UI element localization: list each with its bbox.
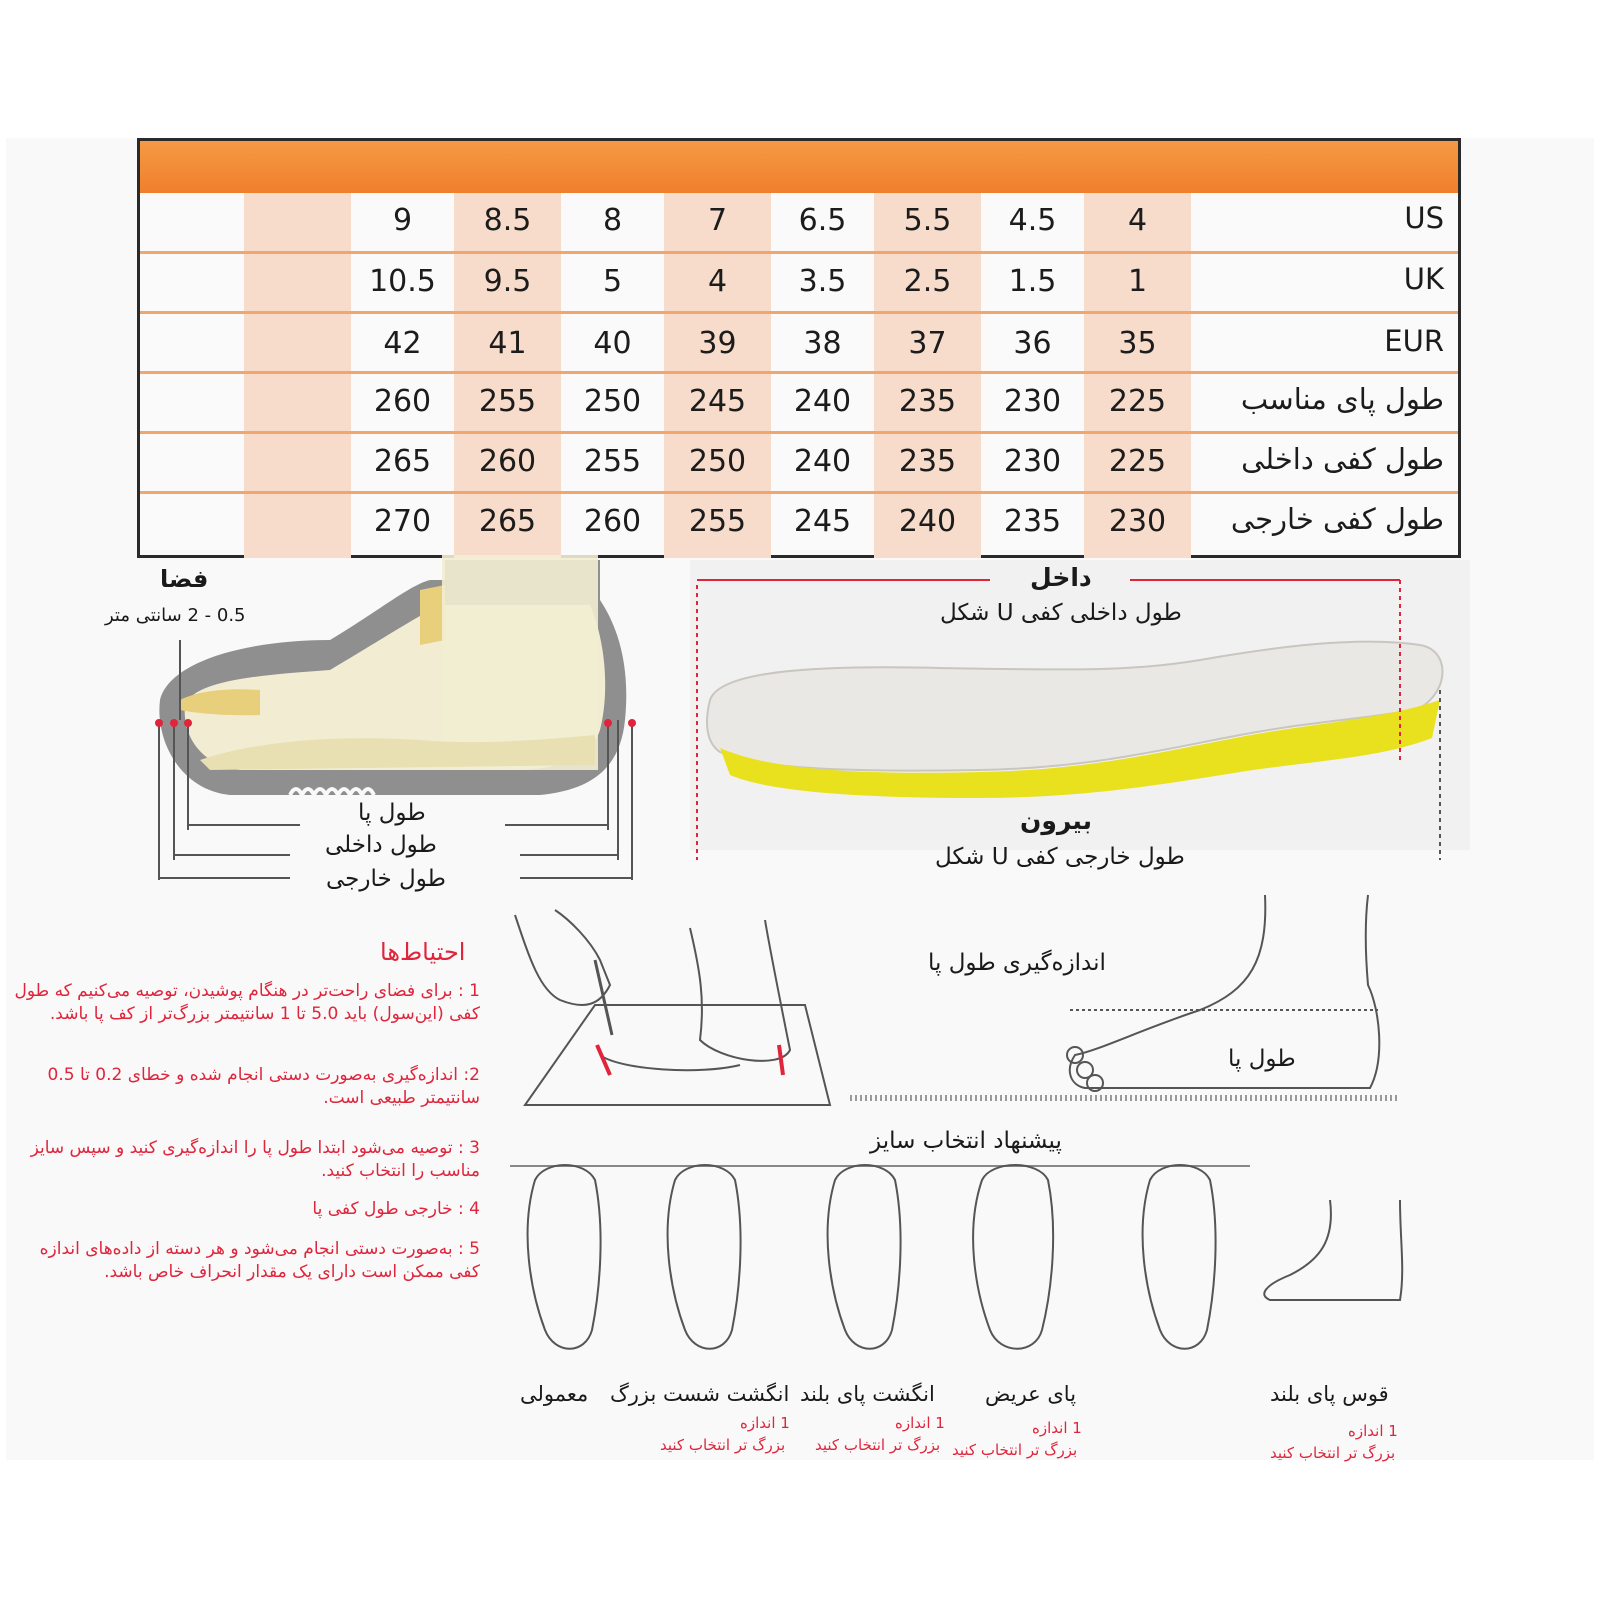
table-cell: 35 bbox=[1118, 326, 1157, 361]
table-cell: 8.5 bbox=[483, 203, 532, 238]
row-label-outer-length: طول کفی خارجی bbox=[1230, 502, 1444, 536]
inner-length-label: طول داخلی bbox=[325, 832, 437, 858]
precaution-item: 2: اندازه‌گیری به‌صورت دستی انجام شده و خطای 0.2 تا 0.5 سانتیمتر طبیعی است. bbox=[47, 1065, 480, 1108]
foot-type-note: بزرگ تر انتخاب کنید bbox=[660, 1436, 786, 1454]
table-cell: 255 bbox=[688, 504, 747, 539]
precautions-title: احتیاط‌ها bbox=[380, 938, 466, 966]
foot-type-wide: پای عریض bbox=[985, 1382, 1077, 1406]
row-label-us: US bbox=[1404, 201, 1444, 235]
table-cell: 1.5 bbox=[1008, 264, 1057, 299]
inside-title: داخل bbox=[1030, 563, 1092, 592]
table-cell: 260 bbox=[373, 384, 432, 419]
table-cell: 5.5 bbox=[903, 203, 952, 238]
foot-type-illustrations bbox=[510, 1165, 1402, 1349]
table-cell: 240 bbox=[898, 504, 957, 539]
table-cell: 4.5 bbox=[1008, 203, 1057, 238]
table-cell: 235 bbox=[898, 384, 957, 419]
table-cell: 6.5 bbox=[798, 203, 847, 238]
outside-title: بیرون bbox=[1020, 806, 1093, 835]
inside-caption: طول داخلی کفی U شکل bbox=[940, 600, 1182, 626]
table-cell: 4 bbox=[707, 264, 728, 299]
table-cell: 255 bbox=[583, 444, 642, 479]
foot-type-note: 1 اندازه bbox=[895, 1414, 945, 1432]
table-cell: 240 bbox=[793, 444, 852, 479]
measure-title: اندازه‌گیری طول پا bbox=[928, 950, 1106, 976]
table-cell: 265 bbox=[478, 504, 537, 539]
space-title: فضا bbox=[160, 565, 209, 593]
table-cell: 230 bbox=[1003, 444, 1062, 479]
foot-measure-illustration bbox=[850, 895, 1400, 1098]
table-cell: 4 bbox=[1127, 203, 1148, 238]
table-cell: 265 bbox=[373, 444, 432, 479]
table-cell: 260 bbox=[478, 444, 537, 479]
foot-type-big-toe: انگشت شست بزرگ bbox=[610, 1382, 790, 1406]
table-cell: 42 bbox=[383, 326, 422, 361]
row-label-uk: UK bbox=[1403, 262, 1444, 296]
measure-foot-length: طول پا bbox=[1228, 1046, 1296, 1072]
foot-tracing-illustration bbox=[515, 910, 830, 1105]
foot-type-note: بزرگ تر انتخاب کنید bbox=[815, 1436, 941, 1454]
table-cell: 245 bbox=[793, 504, 852, 539]
table-cell: 260 bbox=[583, 504, 642, 539]
table-cell: 40 bbox=[593, 326, 632, 361]
table-cell: 3.5 bbox=[798, 264, 847, 299]
precaution-item: 3 : توصیه می‌شود ابتدا طول پا را اندازه‌گیری کنید و سپس سایز مناسب را انتخاب کنید. bbox=[30, 1138, 480, 1181]
table-cell: 9.5 bbox=[483, 264, 532, 299]
table-cell: 270 bbox=[373, 504, 432, 539]
outside-caption: طول خارجی کفی U شکل bbox=[935, 844, 1185, 870]
space-range: 0.5 - 2 سانتی متر bbox=[105, 605, 246, 626]
table-cell: 255 bbox=[478, 384, 537, 419]
table-cell: 235 bbox=[898, 444, 957, 479]
table-cell: 36 bbox=[1013, 326, 1052, 361]
foot-type-long-toe: انگشت پای بلند bbox=[800, 1382, 935, 1406]
table-cell: 5 bbox=[602, 264, 623, 299]
table-cell: 245 bbox=[688, 384, 747, 419]
table-cell: 7 bbox=[707, 203, 728, 238]
table-cell: 235 bbox=[1003, 504, 1062, 539]
table-cell: 240 bbox=[793, 384, 852, 419]
foot-type-note: بزرگ تر انتخاب کنید bbox=[952, 1441, 1078, 1459]
table-cell: 9 bbox=[392, 203, 413, 238]
foot-type-high-arch: قوس پای بلند bbox=[1270, 1382, 1389, 1406]
table-cell: 250 bbox=[688, 444, 747, 479]
foot-type-note: بزرگ تر انتخاب کنید bbox=[1270, 1444, 1396, 1462]
table-cell: 39 bbox=[698, 326, 737, 361]
table-cell: 41 bbox=[488, 326, 527, 361]
table-cell: 230 bbox=[1108, 504, 1167, 539]
table-cell: 225 bbox=[1108, 444, 1167, 479]
foot-type-normal: معمولی bbox=[520, 1382, 589, 1406]
row-label-inner-length: طول کفی داخلی bbox=[1241, 442, 1444, 476]
outer-length-label: طول خارجی bbox=[326, 866, 446, 892]
row-label-foot-length: طول پای مناسب bbox=[1240, 382, 1444, 416]
precaution-item: 4 : خارجی طول کفی پا bbox=[312, 1199, 480, 1219]
table-cell: 10.5 bbox=[369, 264, 436, 299]
foot-type-note: 1 اندازه bbox=[740, 1414, 790, 1432]
table-cell: 38 bbox=[803, 326, 842, 361]
table-cell: 2.5 bbox=[903, 264, 952, 299]
table-cell: 8 bbox=[602, 203, 623, 238]
table-cell: 1 bbox=[1127, 264, 1148, 299]
precaution-item: 1 : برای فضای راحت‌تر در هنگام پوشیدن، توصیه می‌کنیم که طول کفی (این‌سول) باید 5.0 تا 1 سانتیمتر بزرگ‌تر از کف پا باشد. bbox=[14, 981, 480, 1024]
foot-type-note: 1 اندازه bbox=[1032, 1419, 1082, 1437]
row-label-eur: EUR bbox=[1384, 324, 1444, 358]
foot-type-note: 1 اندازه bbox=[1348, 1422, 1398, 1440]
table-cell: 250 bbox=[583, 384, 642, 419]
precaution-item: 5 : به‌صورت دستی انجام می‌شود و هر دسته از داده‌های اندازه کفی ممکن است دارای یک مقدار انحراف خاص باشد. bbox=[39, 1239, 480, 1282]
table-cell: 225 bbox=[1108, 384, 1167, 419]
table-cell: 230 bbox=[1003, 384, 1062, 419]
size-suggestion-title: پیشنهاد انتخاب سایز bbox=[870, 1128, 1062, 1154]
table-cell: 37 bbox=[908, 326, 947, 361]
foot-length-label: طول پا bbox=[358, 800, 426, 826]
